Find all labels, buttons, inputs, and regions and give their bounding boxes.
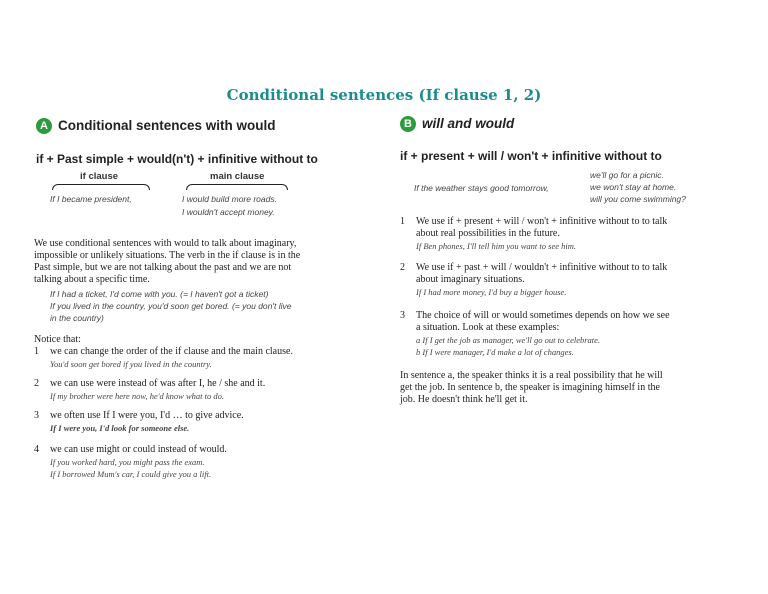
point-text: we can change the order of the if clause and the main clause. <box>50 346 293 357</box>
section-a-paragraph <box>34 238 334 286</box>
closing-line: get the job. In sentence b, the speaker is imagining himself in the <box>400 382 660 393</box>
paragraph-line: We use conditional sentences with would to talk about imaginary, <box>34 238 297 249</box>
main-clause-brace <box>186 184 288 190</box>
b-point-2 <box>400 262 720 298</box>
section-b-heading-text: will and would <box>422 116 515 131</box>
point-2 <box>34 378 334 402</box>
point-example: If I borrowed Mum's car, I could give you a lift. <box>50 469 212 479</box>
paragraph-line: talking about a specific time. <box>34 274 150 285</box>
paragraph-line: impossible or unlikely situations. The verb in the if clause is in the <box>34 250 301 261</box>
example-line: we won't stay at home. <box>590 182 677 192</box>
point-line: about real possibilities in the future. <box>416 228 560 239</box>
section-a-badge: A <box>36 118 52 134</box>
page-title: Conditional sentences (If clause 1, 2) <box>226 86 542 104</box>
section-a-heading-text: Conditional sentences with would <box>58 118 276 133</box>
point-number: 1 <box>34 346 39 357</box>
point-example: If Ben phones, I'll tell him you want to see him. <box>416 241 576 251</box>
closing-line: job. He doesn't think he'll get it. <box>400 394 528 405</box>
point-number: 2 <box>34 378 39 389</box>
section-b-closing <box>400 370 720 406</box>
example-line: If I had a ticket, I'd come with you. (= I haven't got a ticket) <box>50 289 269 299</box>
point-example: If I had more money, I'd buy a bigger house. <box>416 287 567 297</box>
point-line: We use if + present + will / won't + infinitive without to to talk <box>416 216 668 227</box>
section-a-examples <box>50 288 340 324</box>
example-main-2: I wouldn't accept money. <box>182 207 275 217</box>
point-3 <box>34 410 334 434</box>
point-line: The choice of will or would sometimes depends on how we see <box>416 310 670 321</box>
point-example: If you worked hard, you might pass the exam. <box>50 457 205 467</box>
paragraph-line: Past simple, but we are not talking about the past and we are not <box>34 262 292 273</box>
point-4 <box>34 444 334 480</box>
point-example: You'd soon get bored if you lived in the country. <box>50 359 212 369</box>
example-line: If you lived in the country, you'd soon get bored. (= you don't live <box>50 301 292 311</box>
point-1 <box>34 346 334 368</box>
if-clause-label: if clause <box>80 171 119 182</box>
example-line: will you come swimming? <box>590 194 686 204</box>
if-clause-brace <box>52 184 150 190</box>
closing-line: In sentence a, the speaker thinks it is a real possibility that he will <box>400 370 663 381</box>
example-line: in the country) <box>50 313 104 323</box>
point-text: we can use might or could instead of would. <box>50 444 227 455</box>
section-a-heading <box>36 118 276 134</box>
point-number: 4 <box>34 444 39 455</box>
point-example: If my brother were here now, he'd know what to do. <box>50 391 224 401</box>
example-b-main <box>590 169 686 205</box>
notice-label: Notice that: <box>34 334 81 345</box>
point-number: 3 <box>34 410 39 421</box>
example-line: we'll go for a picnic. <box>590 170 664 180</box>
point-example: a If I get the job as manager, we'll go out to celebrate. <box>416 335 601 345</box>
point-text: we can use were instead of was after I, he / she and it. <box>50 378 266 389</box>
b-point-1 <box>400 216 720 252</box>
point-text: we often use If I were you, I'd … to give advice. <box>50 410 244 421</box>
main-clause-label: main clause <box>210 171 265 182</box>
point-example: b If I were manager, I'd make a lot of changes. <box>416 347 574 357</box>
section-b-heading <box>400 116 514 132</box>
point-example: If I were you, I'd look for someone else. <box>50 423 190 433</box>
point-line: about imaginary situations. <box>416 274 525 285</box>
point-line: a situation. Look at these examples: <box>416 322 560 333</box>
point-number: 1 <box>400 216 405 227</box>
section-a-formula: if + Past simple + would(n't) + infinitive without to <box>36 152 318 166</box>
b-point-3 <box>400 310 720 358</box>
point-number: 2 <box>400 262 405 273</box>
point-line: We use if + past + will / wouldn't + infinitive without to to talk <box>416 262 668 273</box>
section-b-formula: if + present + will / won't + infinitive without to <box>400 149 662 163</box>
example-if: If I became president, <box>50 194 132 204</box>
example-b-if: If the weather stays good tomorrow, <box>414 183 549 193</box>
point-number: 3 <box>400 310 405 321</box>
example-main-1: I would build more roads. <box>182 194 277 204</box>
section-b-badge: B <box>400 116 416 132</box>
